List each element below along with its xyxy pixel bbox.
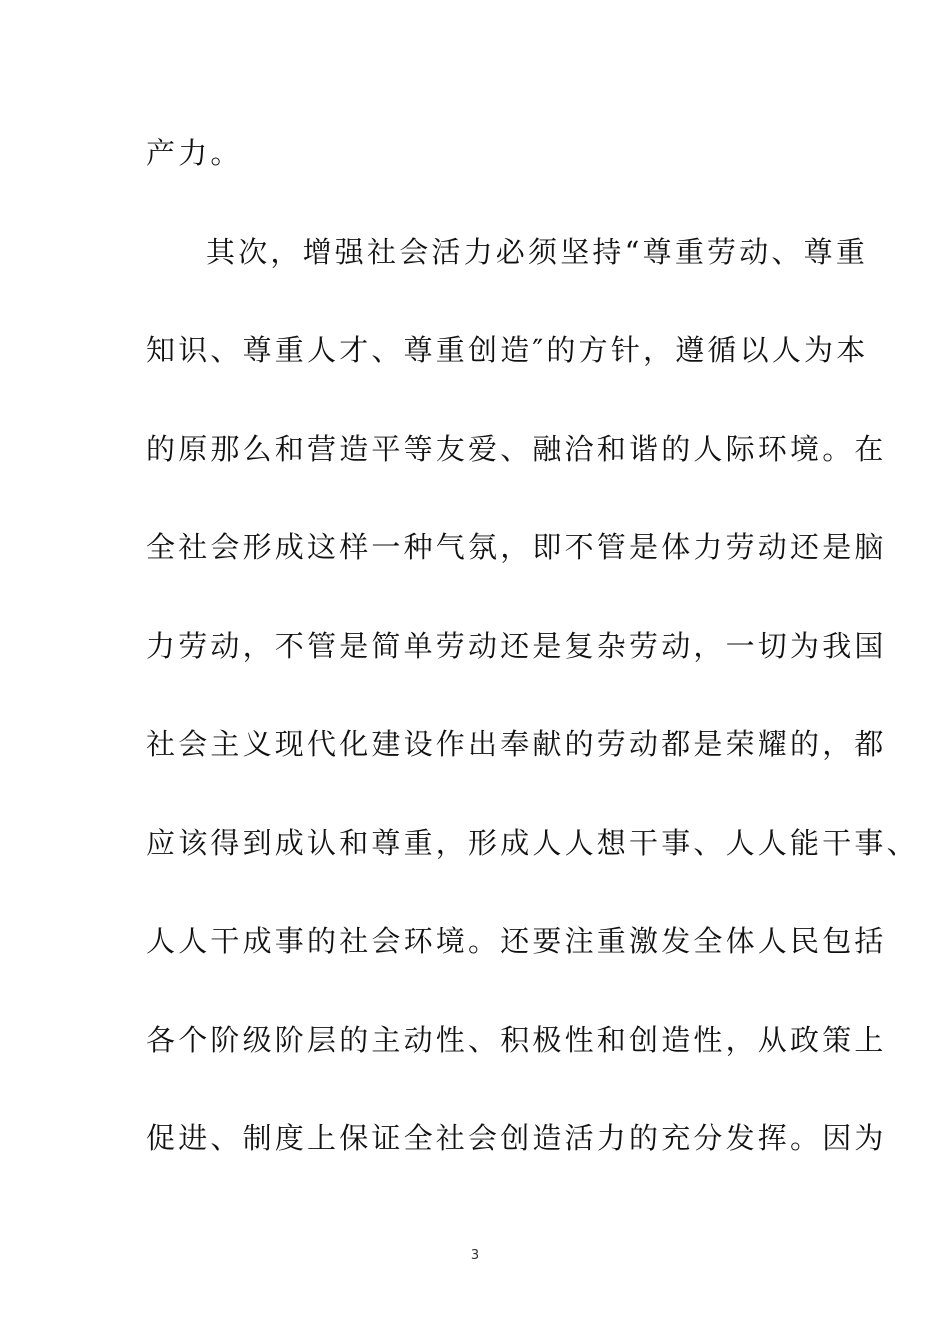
text-line-11: 促进、制度上保证全社会创造活力的充分发挥。因为 [146,1121,887,1155]
text-line-3: 知识、尊重人才、尊重创造″的方针，遵循以人为本 [146,333,869,367]
page-number: 3 [470,1248,480,1263]
text-line-10: 各个阶级阶层的主动性、积极性和创造性，从政策上 [146,1022,887,1057]
text-line-8: 应该得到成认和尊重，形成人人想干事、人人能干事、 [146,825,919,860]
text-line-9: 人人干成事的社会环境。还要注重激发全体人民包括 [146,924,887,958]
body-text [146,128,919,1212]
text-line-5: 全社会形成这样一种气氛，即不管是体力劳动还是脑 [146,530,887,564]
text-line-7: 社会主义现代化建设作出奉献的劳动都是荣耀的，都 [146,727,887,761]
text-line-6: 力劳动，不管是简单劳动还是复杂劳动，一切为我国 [146,628,887,663]
text-line-4: 的原那么和营造平等友爱、融洽和谐的人际环境。在 [146,431,887,466]
text-line-2-paragraph-start: 其次，增强社会活力必须坚持“尊重劳动、尊重 [206,234,869,269]
text-line-1: 产力。 [146,136,243,170]
